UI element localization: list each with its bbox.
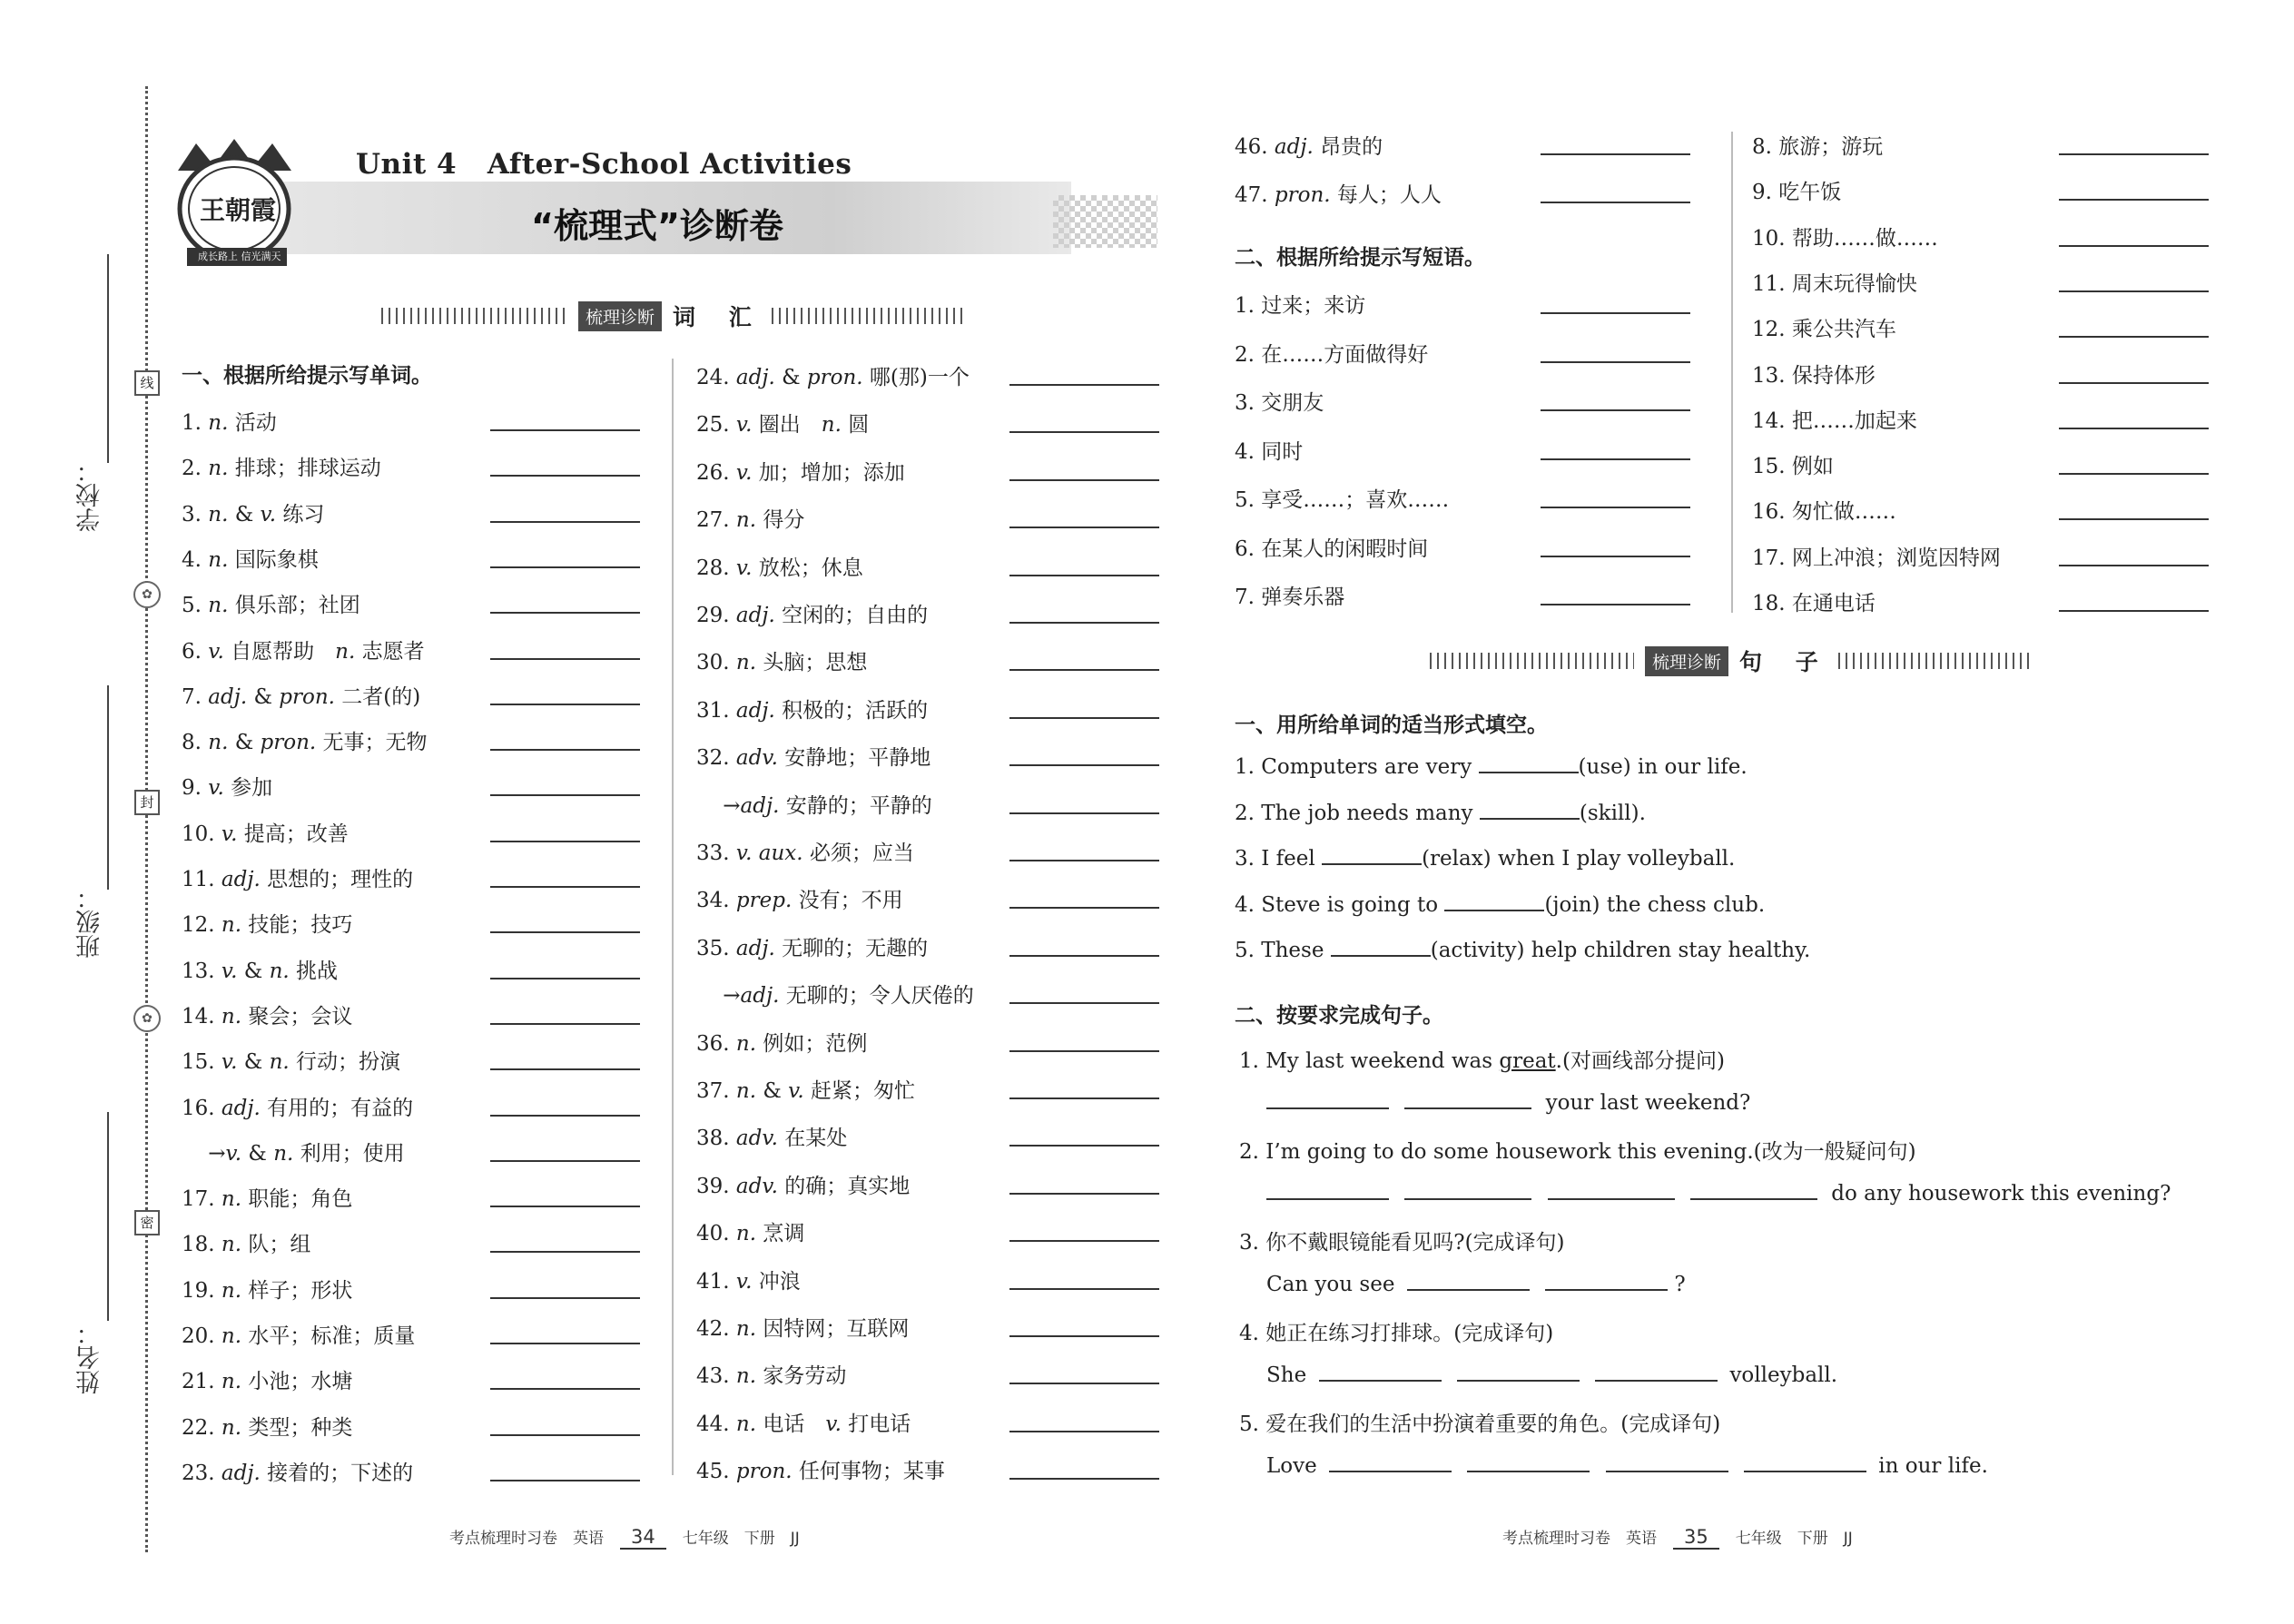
- answer-blank[interactable]: [490, 475, 640, 477]
- vocab-item: 38. adv. 在某处: [696, 1127, 848, 1151]
- answer-blank[interactable]: [1404, 1180, 1531, 1200]
- section-title: 句 子: [1739, 649, 1831, 675]
- answer-blank[interactable]: [490, 429, 640, 431]
- vocab-item: 25. v. 圈出 n. 圆: [696, 413, 870, 438]
- answer-blank[interactable]: [1009, 622, 1159, 624]
- footer-right: 考点梳理时习卷 英语 35 七年级 下册 JJ: [1502, 1526, 1853, 1548]
- answer-blank[interactable]: [1009, 717, 1159, 719]
- name-label: 姓名：: [76, 1321, 104, 1394]
- vocab-item: 29. adj. 空闲的；自由的: [696, 604, 929, 627]
- answer-blank[interactable]: [2059, 428, 2209, 429]
- answer-blank[interactable]: [1606, 1452, 1728, 1472]
- answer-blank[interactable]: [490, 1297, 640, 1299]
- sentence-section-header: [1430, 645, 2033, 677]
- answer-blank[interactable]: [1595, 1362, 1718, 1382]
- answer-blank[interactable]: [1009, 1193, 1159, 1195]
- vocab-item: 2. n. 排球；排球运动: [182, 457, 381, 481]
- answer-blank[interactable]: [1009, 812, 1159, 814]
- tick-divider: [1430, 653, 1634, 669]
- vocab-item: 1. n. 活动: [182, 411, 277, 435]
- answer-blank[interactable]: [490, 1343, 640, 1344]
- unit-title: Unit 4 After-School Activities: [356, 148, 852, 181]
- phrase-item: 7. 弹奏乐器: [1235, 586, 1345, 609]
- vocab-item: 31. adj. 积极的；活跃的: [696, 698, 929, 723]
- sentence-2: 2. I’m going to do some housework this evening.(改为一般疑问句): [1239, 1140, 1916, 1164]
- vocab-item: 44. n. 电话 v. 打电话: [696, 1412, 911, 1436]
- vocab-item: 4. n. 国际象棋: [182, 547, 319, 572]
- sentence-3-answer: Can you see ?: [1266, 1273, 1686, 1296]
- page-number: 35: [1673, 1526, 1719, 1550]
- vocab-item: 13. v. & n. 挑战: [182, 959, 339, 983]
- vocab-item: 24. adj. & pron. 哪(那)一个: [696, 366, 970, 389]
- answer-blank[interactable]: [490, 1115, 640, 1117]
- answer-blank[interactable]: [1009, 1478, 1159, 1480]
- answer-blank[interactable]: [2059, 382, 2209, 384]
- answer-blank[interactable]: [1009, 1145, 1159, 1147]
- class-blank[interactable]: [107, 685, 109, 890]
- answer-blank[interactable]: [1009, 1050, 1159, 1052]
- page-title: “梳理式”诊断卷: [531, 206, 783, 246]
- answer-blank[interactable]: [1444, 891, 1544, 911]
- answer-blank[interactable]: [1541, 507, 1690, 508]
- answer-blank[interactable]: [1009, 860, 1159, 861]
- fill-item: 1. Computers are very (use) in our life.: [1235, 755, 1748, 779]
- sentence-5: 5. 爱在我们的生活中扮演着重要的角色。(完成译句): [1239, 1412, 1721, 1436]
- answer-blank[interactable]: [490, 612, 640, 614]
- answer-blank[interactable]: [1480, 800, 1580, 820]
- vocab-item: 26. v. 加；增加；添加: [696, 460, 905, 485]
- answer-blank[interactable]: [1541, 312, 1690, 314]
- sentence-5-answer: Love in our life.: [1266, 1454, 1988, 1478]
- answer-blank[interactable]: [490, 1206, 640, 1207]
- answer-blank[interactable]: [490, 1388, 640, 1390]
- phrase-item: 4. 同时: [1235, 439, 1304, 464]
- answer-blank[interactable]: [1266, 1180, 1389, 1200]
- vocab-item: 23. adj. 接着的；下述的: [182, 1461, 414, 1485]
- answer-blank[interactable]: [2059, 473, 2209, 475]
- answer-blank[interactable]: [490, 566, 640, 568]
- ornament-icon: ✿: [133, 1005, 161, 1032]
- tick-divider: [381, 308, 567, 324]
- binding-dotted-line: [145, 86, 148, 1552]
- answer-blank[interactable]: [490, 1480, 640, 1481]
- answer-blank[interactable]: [1467, 1452, 1590, 1472]
- answer-blank[interactable]: [1009, 669, 1159, 671]
- seal-mark-line: 线: [134, 370, 160, 396]
- answer-blank[interactable]: [1009, 431, 1159, 433]
- phrase-question-heading: 二、根据所给提示写短语。: [1235, 246, 1485, 270]
- answer-blank[interactable]: [1407, 1271, 1530, 1291]
- answer-blank[interactable]: [1009, 955, 1159, 957]
- footer-left: 考点梳理时习卷 英语 34 七年级 下册 JJ: [449, 1526, 800, 1548]
- vocab-item: 40. n. 烹调: [696, 1222, 805, 1246]
- vocab-item: →adj. 无聊的；令人厌倦的: [696, 984, 974, 1009]
- answer-blank[interactable]: [1009, 1383, 1159, 1384]
- answer-blank[interactable]: [490, 1160, 640, 1162]
- answer-blank[interactable]: [1744, 1452, 1866, 1472]
- school-blank[interactable]: [107, 254, 109, 463]
- vocab-item: 30. n. 头脑；思想: [696, 651, 868, 675]
- phrase-item: 3. 交朋友: [1235, 391, 1324, 415]
- vocab-item: →adj. 安静的；平静的: [696, 793, 932, 818]
- phrase-item: 8. 旅游；游玩: [1752, 135, 1884, 159]
- answer-blank[interactable]: [1548, 1180, 1675, 1200]
- vocab-item: 35. adj. 无聊的；无趣的: [696, 936, 929, 960]
- vocab-question-heading: 一、根据所给提示写单词。: [182, 364, 432, 388]
- answer-blank[interactable]: [1541, 409, 1690, 411]
- sentence-1-answer: your last weekend?: [1266, 1089, 1750, 1115]
- vocab-item: 3. n. & v. 练习: [182, 502, 325, 527]
- vocab-item: 7. adj. & pron. 二者(的): [182, 684, 421, 709]
- phrase-item: 9. 吃午饭: [1752, 181, 1842, 205]
- vocab-item: 27. n. 得分: [696, 508, 805, 533]
- school-label: 学校：: [76, 458, 104, 532]
- vocab-item: 41. v. 冲浪: [696, 1269, 801, 1294]
- answer-blank[interactable]: [1009, 1097, 1159, 1099]
- answer-blank[interactable]: [2059, 518, 2209, 520]
- ornament-icon: ✿: [133, 581, 161, 608]
- vocab-item: 21. n. 小池；水塘: [182, 1370, 353, 1394]
- vocab-item: 18. n. 队；组: [182, 1233, 311, 1257]
- vocab-item: 9. v. 参加: [182, 776, 273, 801]
- seal-mark-secret: 密: [134, 1210, 160, 1235]
- vocab-item: 28. v. 放松；休息: [696, 556, 863, 580]
- answer-blank[interactable]: [490, 704, 640, 705]
- answer-blank[interactable]: [1319, 1362, 1442, 1382]
- answer-blank[interactable]: [2059, 336, 2209, 338]
- section-tag: 梳理诊断: [578, 301, 662, 331]
- tick-divider: [772, 308, 967, 324]
- brand-name: 王朝霞: [200, 195, 277, 225]
- answer-blank[interactable]: [2059, 290, 2209, 292]
- column-divider: [1731, 132, 1733, 613]
- answer-blank[interactable]: [2059, 610, 2209, 612]
- complete-question-heading: 二、按要求完成句子。: [1235, 1004, 1443, 1028]
- tick-divider: [1838, 653, 2033, 669]
- answer-blank[interactable]: [1009, 764, 1159, 766]
- vocab-item: 47. pron. 每人；人人: [1235, 183, 1442, 207]
- sentence-2-answer: do any housework this evening?: [1266, 1180, 2171, 1206]
- sentence-4: 4. 她正在练习打排球。(完成译句): [1239, 1322, 1554, 1345]
- answer-blank[interactable]: [1541, 153, 1690, 155]
- vocab-item: 12. n. 技能；技巧: [182, 913, 353, 938]
- answer-blank[interactable]: [490, 521, 640, 523]
- answer-blank[interactable]: [2059, 153, 2209, 155]
- vocab-item: 33. v. aux. 必须；应当: [696, 842, 914, 865]
- answer-blank[interactable]: [490, 841, 640, 842]
- fill-item: 5. These (activity) help children stay healthy.: [1235, 939, 1811, 962]
- answer-blank[interactable]: [490, 978, 640, 979]
- underlined-word: great: [1499, 1049, 1556, 1073]
- answer-blank[interactable]: [1009, 479, 1159, 481]
- sentence-3: 3. 你不戴眼镜能看见吗?(完成译句): [1239, 1231, 1565, 1255]
- answer-blank[interactable]: [1541, 361, 1690, 363]
- banner-checker-pattern: [1053, 195, 1157, 248]
- answer-blank[interactable]: [490, 658, 640, 660]
- answer-blank[interactable]: [490, 749, 640, 751]
- vocab-item: 19. n. 样子；形状: [182, 1278, 353, 1303]
- sentence-4-answer: She volleyball.: [1266, 1363, 1838, 1387]
- vocab-item: 11. adj. 思想的；理性的: [182, 868, 414, 891]
- sentence-1: 1. My last weekend was great.(对画线部分提问): [1239, 1049, 1725, 1073]
- answer-blank[interactable]: [2059, 245, 2209, 247]
- phrase-item: 16. 匆忙做……: [1752, 500, 1896, 525]
- answer-blank[interactable]: [490, 1023, 640, 1025]
- phrase-item: 17. 网上冲浪；浏览因特网: [1752, 546, 2001, 570]
- answer-blank[interactable]: [1690, 1180, 1817, 1200]
- class-label: 班级：: [76, 885, 104, 959]
- phrase-item: 10. 帮助……做……: [1752, 226, 1938, 251]
- answer-blank[interactable]: [490, 1434, 640, 1436]
- answer-blank[interactable]: [1322, 845, 1422, 865]
- vocab-item: 34. prep. 没有；不用: [696, 889, 903, 913]
- vocab-item: →v. & n. 利用；使用: [182, 1141, 405, 1166]
- brand-badge-logo: [160, 134, 310, 271]
- vocab-item: 15. v. & n. 行动；扮演: [182, 1050, 401, 1075]
- answer-blank[interactable]: [1009, 907, 1159, 909]
- column-divider: [672, 359, 674, 1475]
- vocab-item: 45. pron. 任何事物；某事: [696, 1460, 945, 1484]
- answer-blank[interactable]: [1541, 556, 1690, 557]
- answer-blank[interactable]: [1541, 202, 1690, 203]
- phrase-item: 12. 乘公共汽车: [1752, 318, 1896, 342]
- answer-blank[interactable]: [2059, 565, 2209, 566]
- answer-blank[interactable]: [1404, 1089, 1531, 1109]
- vocab-item: 39. adv. 的确；真实地: [696, 1174, 911, 1198]
- vocab-item: 6. v. 自愿帮助 n. 志愿者: [182, 639, 425, 664]
- phrase-item: 18. 在通电话: [1752, 592, 1876, 615]
- phrase-item: 1. 过来；来访: [1235, 294, 1366, 318]
- answer-blank[interactable]: [490, 1068, 640, 1070]
- answer-blank[interactable]: [2059, 199, 2209, 201]
- answer-blank[interactable]: [1009, 1431, 1159, 1432]
- section-tag: 梳理诊断: [1645, 646, 1728, 676]
- answer-blank[interactable]: [1009, 1240, 1159, 1242]
- vocab-item: 16. adj. 有用的；有益的: [182, 1096, 414, 1120]
- answer-blank[interactable]: [1266, 1089, 1389, 1109]
- vocab-item: 8. n. & pron. 无事；无物: [182, 731, 428, 755]
- brand-motto: 成长路上 信光满天: [198, 251, 281, 262]
- fill-question-heading: 一、用所给单词的适当形式填空。: [1235, 714, 1548, 737]
- page-number: 34: [620, 1526, 666, 1550]
- answer-blank[interactable]: [490, 794, 640, 796]
- answer-blank[interactable]: [1329, 1452, 1452, 1472]
- answer-blank[interactable]: [1545, 1271, 1668, 1291]
- vocab-item: 17. n. 职能；角色: [182, 1187, 353, 1212]
- answer-blank[interactable]: [490, 1251, 640, 1253]
- vocab-item: 5. n. 俱乐部；社团: [182, 594, 360, 618]
- answer-blank[interactable]: [490, 886, 640, 888]
- answer-blank[interactable]: [1479, 753, 1579, 773]
- phrase-item: 11. 周末玩得愉快: [1752, 271, 1917, 296]
- answer-blank[interactable]: [1457, 1362, 1580, 1382]
- answer-blank[interactable]: [1009, 527, 1159, 528]
- answer-blank[interactable]: [1009, 575, 1159, 576]
- answer-blank[interactable]: [1009, 384, 1159, 386]
- name-blank[interactable]: [107, 1112, 109, 1321]
- vocab-item: 43. n. 家务劳动: [696, 1364, 847, 1389]
- vocab-item: 36. n. 例如；范例: [696, 1031, 868, 1056]
- answer-blank[interactable]: [1009, 1335, 1159, 1337]
- vocab-item: 37. n. & v. 赶紧；匆忙: [696, 1079, 916, 1103]
- fill-item: 4. Steve is going to (join) the chess club.: [1235, 892, 1766, 917]
- fill-item: 3. I feel (relax) when I play volleyball.: [1235, 847, 1736, 871]
- vocab-item: 20. n. 水平；标准；质量: [182, 1324, 416, 1348]
- answer-blank[interactable]: [1009, 1288, 1159, 1290]
- phrase-item: 6. 在某人的闲暇时间: [1235, 536, 1429, 561]
- vocab-item: 10. v. 提高；改善: [182, 822, 349, 846]
- vocab-item: 22. n. 类型；种类: [182, 1415, 353, 1440]
- vocab-item: 32. adv. 安静地；平静地: [696, 746, 931, 771]
- vocab-item: 46. adj. 昂贵的: [1235, 135, 1383, 159]
- vocab-section-header: [381, 300, 967, 332]
- answer-blank[interactable]: [490, 931, 640, 933]
- answer-blank[interactable]: [1331, 937, 1431, 957]
- phrase-item: 2. 在……方面做得好: [1235, 342, 1429, 367]
- seal-mark-seal: 封: [134, 790, 160, 815]
- vocab-item: 14. n. 聚会；会议: [182, 1004, 353, 1029]
- vocab-item: 42. n. 因特网；互联网: [696, 1317, 910, 1341]
- section-title: 词 汇: [673, 304, 764, 330]
- answer-blank[interactable]: [1541, 458, 1690, 460]
- answer-blank[interactable]: [1009, 1002, 1159, 1004]
- phrase-item: 13. 保持体形: [1752, 363, 1876, 388]
- phrase-item: 5. 享受……；喜欢……: [1235, 488, 1450, 512]
- answer-blank[interactable]: [1541, 604, 1690, 605]
- phrase-item: 15. 例如: [1752, 455, 1834, 479]
- phrase-item: 14. 把……加起来: [1752, 408, 1917, 433]
- fill-item: 2. The job needs many (skill).: [1235, 801, 1646, 825]
